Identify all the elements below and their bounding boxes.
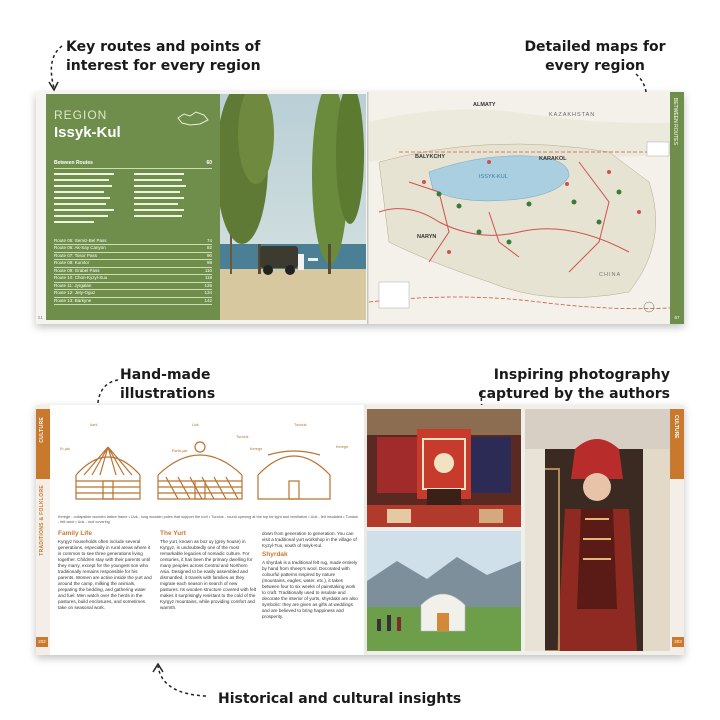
toc-route-label: Route 13: Barkyne bbox=[54, 297, 92, 303]
arrow-cultural-insights bbox=[150, 660, 210, 704]
region-title: Issyk-Kul bbox=[54, 124, 121, 141]
side-tab-left-label: CULTURE bbox=[39, 417, 45, 443]
callout-inspiring-photography-line2: captured by the authors bbox=[478, 386, 670, 402]
page-number-right: 67 bbox=[674, 315, 680, 320]
arrow-key-routes bbox=[40, 40, 80, 100]
map-label-almaty: ALMATY bbox=[473, 102, 496, 108]
toc-route-row bbox=[54, 238, 212, 246]
toc-route-label: Route 09: Grabel Pass bbox=[54, 267, 100, 273]
toc-route-row bbox=[54, 298, 212, 306]
photo-woman-traditional-dress bbox=[525, 409, 670, 651]
side-tab-right-label: CULTURE bbox=[673, 415, 679, 439]
callout-detailed-maps-line2: every region bbox=[545, 58, 645, 74]
book-spread-culture bbox=[36, 405, 684, 655]
toc-route-row bbox=[54, 268, 212, 276]
yurt-label-uuk: Uuk bbox=[192, 423, 199, 427]
shyrdak-intro-text: down from generation to generation. You can visit a traditional yurt workshop in the village of Kyzyl-Tuu, south of Issyk-Kul. bbox=[262, 531, 357, 548]
toc-route-label: Route 07: Tosor Pass bbox=[54, 252, 97, 258]
photo-poplar-trees-lake bbox=[220, 94, 366, 320]
book-spread-issyk-kul bbox=[36, 92, 684, 324]
yurt-label-tunduk-2: Tunduk bbox=[236, 435, 249, 439]
toc-route-label: Route 08: Kumtor bbox=[54, 260, 90, 265]
side-tab-between-routes bbox=[670, 92, 684, 324]
page-number-left: 202 bbox=[36, 637, 48, 647]
page-number-right: 203 bbox=[672, 637, 684, 647]
yurt-label-ashi: Ashi bbox=[90, 423, 98, 427]
toc-route-page: 134 bbox=[204, 290, 212, 295]
the-yurt-text: The yurt, known as boz uy (grey house) in Kyrgyz, is undoubtedly one of the most remarkable legacies of nomadic culture. For centuries, it has been the primary dwelling for many peoples across Central and Northern Asia. Designed to be easily assembled and dismantled, it travels with families as they migrate each season in search of new pastures. Its wooden structure covered with felt makes it surprisingly resistant to the cold of the Kyrgyz mountains, while providing comfort and warmth. bbox=[160, 539, 257, 610]
toc-route-page: 74 bbox=[206, 237, 212, 243]
yurt-label-er-jak: Er-jak bbox=[60, 447, 70, 451]
callout-key-routes-line1: Key routes and points of bbox=[66, 39, 261, 55]
side-tab-left bbox=[36, 405, 50, 655]
column-family-life bbox=[58, 531, 154, 611]
yurt-illustrations bbox=[58, 425, 358, 510]
column-the-yurt bbox=[160, 531, 256, 611]
side-tab-right bbox=[670, 405, 684, 655]
toc-heading-label: Between Routes bbox=[54, 160, 93, 166]
side-tab-right-highlight bbox=[670, 409, 684, 479]
callout-hand-made-line2: illustrations bbox=[120, 386, 216, 402]
photo-yurt-landscape bbox=[367, 531, 521, 651]
left-page-culture bbox=[36, 405, 364, 655]
yurt-label-eshik-jak: Eshik-jak bbox=[172, 449, 188, 453]
toc-route-page: 126 bbox=[204, 282, 212, 288]
toc-route-row bbox=[54, 283, 212, 291]
page-number-left: 51 bbox=[38, 315, 44, 320]
toc-route-label: Route 12: Jety-Oguz bbox=[54, 290, 96, 295]
callout-hand-made bbox=[120, 366, 250, 404]
table-of-contents bbox=[54, 160, 212, 305]
toc-route-label: Route 05: Semiz-Bel Pass bbox=[54, 237, 107, 243]
toc-route-row bbox=[54, 253, 212, 261]
toc-heading bbox=[54, 160, 212, 169]
toc-poi-list bbox=[54, 171, 212, 229]
toc-route-row bbox=[54, 275, 212, 283]
callout-detailed-maps-line1: Detailed maps for bbox=[524, 39, 666, 55]
toc-route-page: 90 bbox=[206, 252, 212, 258]
callout-key-routes bbox=[66, 38, 266, 76]
map-label-naryn: NARYN bbox=[417, 234, 437, 240]
side-tab-label: BETWEEN ROUTES bbox=[672, 98, 678, 145]
shyrdak-text: A shyrdak is a traditional felt rug, made entirely by hand from sheep's wool. Decorated with colourful patterns inspired by nature (mountains, eagles, water, etc.), it takes between four to six weeks of painstaking work to craft. Traditionally used to insulate and decorate the interior of yurts, shyrdaks are also symbolic: they are given as gifts at weddings and are believed to bring happiness and prosperity. bbox=[262, 560, 358, 619]
yurt-label-tunduk: Tunduk bbox=[294, 423, 307, 427]
kyrgyzstan-map-icon bbox=[176, 110, 210, 128]
family-life-heading: Family Life bbox=[58, 530, 92, 537]
callout-key-routes-line2: interest for every region bbox=[66, 58, 261, 74]
yurt-label-kerege-2: Kerege bbox=[250, 447, 263, 451]
side-tab-left-sub: TRADITIONS & FOLKLORE bbox=[39, 485, 45, 556]
toc-heading-page: 60 bbox=[206, 160, 212, 166]
toc-routes bbox=[54, 238, 212, 306]
region-panel bbox=[46, 94, 220, 320]
map-label-karakol: KARAKOL bbox=[539, 156, 567, 162]
shyrdak-heading: Shyrdak bbox=[262, 551, 288, 558]
toc-route-label: Route 11: Jyrgalan bbox=[54, 282, 92, 288]
photo-yurt-interior bbox=[367, 409, 521, 527]
toc-route-label: Route 10: Chon-Kyzyl-Suu bbox=[54, 275, 108, 280]
toc-route-row bbox=[54, 260, 212, 268]
the-yurt-heading: The Yurt bbox=[160, 530, 186, 537]
left-page bbox=[36, 92, 367, 324]
toc-route-page: 82 bbox=[206, 245, 212, 250]
yurt-label-kerege: Kerege bbox=[336, 445, 349, 449]
callout-hand-made-line1: Hand-made bbox=[120, 367, 211, 383]
photo-poplar-trees-lake-image bbox=[220, 94, 366, 320]
toc-route-row bbox=[54, 290, 212, 298]
right-page-photos bbox=[367, 405, 684, 655]
toc-route-label: Route 06: Ak-Say Canyon bbox=[54, 245, 106, 250]
toc-route-page: 118 bbox=[204, 275, 212, 280]
toc-route-row bbox=[54, 245, 212, 253]
issyk-kul-map bbox=[369, 92, 684, 324]
right-page-map bbox=[369, 92, 684, 324]
column-shyrdak bbox=[262, 531, 358, 620]
illustration-caption: Kerege - collapsible wooden lattice frame • Uuk - long wooden poles that support the roof • Tunduk - round opening at the top for light and ventilation • Uuk - felt insulated • Tunduk - felt wool • Uuk - roof covering bbox=[58, 515, 358, 524]
toc-route-page: 98 bbox=[206, 260, 212, 265]
side-tab-left-highlight bbox=[36, 409, 50, 479]
map-label-china: CHINA bbox=[599, 272, 622, 278]
region-label: REGION bbox=[54, 108, 108, 122]
family-life-text: Kyrgyz households often include several generations, especially in rural areas where it is common to see three generations living together. Children stay with their parents until they marry, except for the youngest son who traditionally remains responsible for his parents. Women are active inside the yurt and around the camp, milking the animals, preparing the bedding, and gathering water and fuel. Men watch over the herds in the pastures, build enclosures, and sometimes take on seasonal work. bbox=[58, 539, 152, 610]
toc-route-page: 110 bbox=[204, 267, 212, 273]
map-label-balykchy: BALYKCHY bbox=[415, 154, 446, 160]
map-label-issyk-kul: ISSYK-KUL bbox=[479, 174, 508, 180]
map-label-kazakhstan: KAZAKHSTAN bbox=[549, 112, 596, 118]
callout-inspiring-photography-line1: Inspiring photography bbox=[493, 367, 670, 383]
toc-route-page: 142 bbox=[204, 297, 212, 303]
callout-cultural-insights: Historical and cultural insights bbox=[218, 691, 462, 707]
